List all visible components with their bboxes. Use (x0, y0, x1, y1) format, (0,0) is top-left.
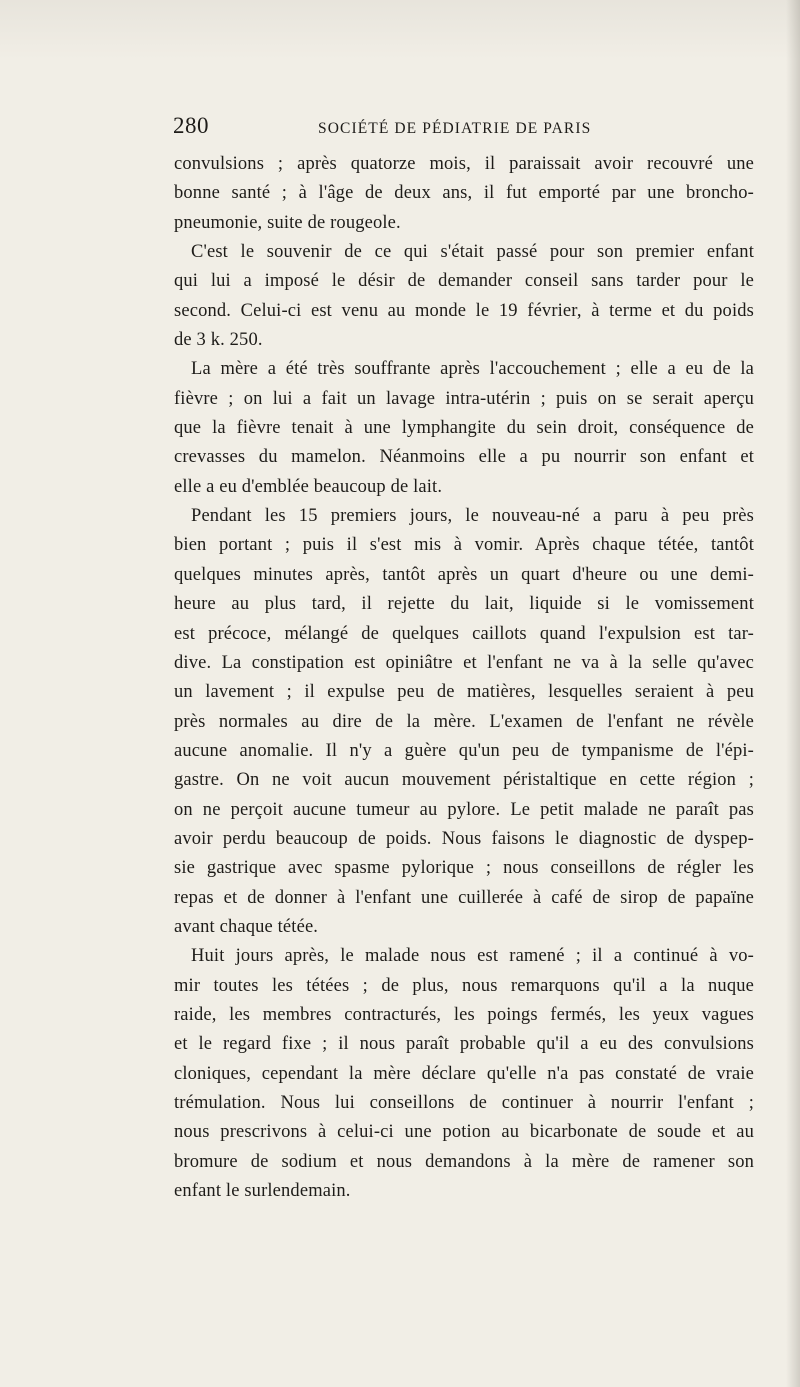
text-line: La mère a été très souffrante après l'accouchement ; elle a eu de la (191, 359, 754, 380)
text-line: un lavement ; il expulse peu de matières, lesquelles seraient à peu (174, 682, 754, 703)
text-line: repas et de donner à l'enfant une cuillerée à café de sirop de papaïne (174, 887, 754, 908)
text-line: bien portant ; puis il s'est mis à vomir. Après chaque tétée, tantôt (174, 535, 754, 556)
text-line: C'est le souvenir de ce qui s'était passé pour son premier enfant (191, 242, 754, 263)
journal-title: SOCIÉTÉ DE PÉDIATRIE DE PARIS (318, 120, 592, 137)
text-line: bromure de sodium et nous demandons à la mère de ramener son (174, 1151, 754, 1172)
paragraph (174, 150, 754, 238)
text-line: Pendant les 15 premiers jours, le nouveau-né a paru à peu près (191, 506, 754, 527)
page-edge (786, 0, 800, 1387)
text-line: on ne perçoit aucune tumeur au pylore. Le petit malade ne paraît pas (174, 799, 754, 820)
text-line: bonne santé ; à l'âge de deux ans, il fut emporté par une broncho- (174, 183, 754, 204)
text-line: pneumonie, suite de rougeole. (174, 212, 401, 233)
paragraph (174, 502, 754, 942)
text-line: mir toutes les tétées ; de plus, nous remarquons qu'il a la nuque (174, 975, 754, 996)
text-line: est précoce, mélangé de quelques caillots quand l'expulsion est tar- (174, 623, 754, 644)
text-line: dive. La constipation est opiniâtre et l'enfant ne va à la selle qu'avec (174, 652, 754, 673)
text-line: qui lui a imposé le désir de demander conseil sans tarder pour le (174, 271, 754, 292)
page-number: 280 (173, 113, 209, 138)
text-line: fièvre ; on lui a fait un lavage intra-utérin ; puis on se serait aperçu (174, 388, 754, 409)
text-line: raide, les membres contracturés, les poings fermés, les yeux vagues (174, 1004, 754, 1025)
text-line: que la fièvre tenait à une lymphangite du sein droit, conséquence de (174, 418, 754, 439)
text-line: de 3 k. 250. (174, 330, 263, 351)
text-line: gastre. On ne voit aucun mouvement péristaltique en cette région ; (174, 770, 754, 791)
text-line: elle a eu d'emblée beaucoup de lait. (174, 476, 443, 497)
text-line: près normales au dire de la mère. L'examen de l'enfant ne révèle (174, 711, 754, 732)
paragraph (174, 942, 754, 1206)
text-line: crevasses du mamelon. Néanmoins elle a pu nourrir son enfant et (174, 447, 754, 468)
text-line: sie gastrique avec spasme pylorique ; nous conseillons de régler les (174, 858, 754, 879)
text-line: avant chaque tétée. (174, 916, 319, 937)
text-line: second. Celui-ci est venu au monde le 19 février, à terme et du poids (174, 300, 754, 321)
text-line: enfant le surlendemain. (174, 1181, 351, 1202)
text-line: cloniques, cependant la mère déclare qu'elle n'a pas constaté de vraie (174, 1063, 754, 1084)
text-line: aucune anomalie. Il n'y a guère qu'un peu de tympanisme de l'épi- (174, 740, 754, 761)
text-line: nous prescrivons à celui-ci une potion au bicarbonate de soude et au (174, 1122, 754, 1143)
body-text (174, 150, 754, 1206)
text-line: trémulation. Nous lui conseillons de continuer à nourrir l'enfant ; (174, 1093, 754, 1113)
paragraph (174, 238, 754, 355)
text-line: heure au plus tard, il rejette du lait, liquide si le vomissement (174, 594, 754, 615)
text-line: et le regard fixe ; il nous paraît probable qu'il a eu des convulsions (174, 1034, 754, 1055)
text-line: convulsions ; après quatorze mois, il paraissait avoir recouvré une (174, 154, 754, 174)
text-line: avoir perdu beaucoup de poids. Nous faisons le diagnostic de dyspep- (174, 828, 754, 849)
text-line: quelques minutes après, tantôt après un quart d'heure ou une demi- (174, 564, 754, 585)
paragraph (174, 355, 754, 502)
running-head (173, 113, 758, 139)
text-line: Huit jours après, le malade nous est ramené ; il a continué à vo- (191, 946, 754, 967)
page-shading (0, 0, 800, 60)
